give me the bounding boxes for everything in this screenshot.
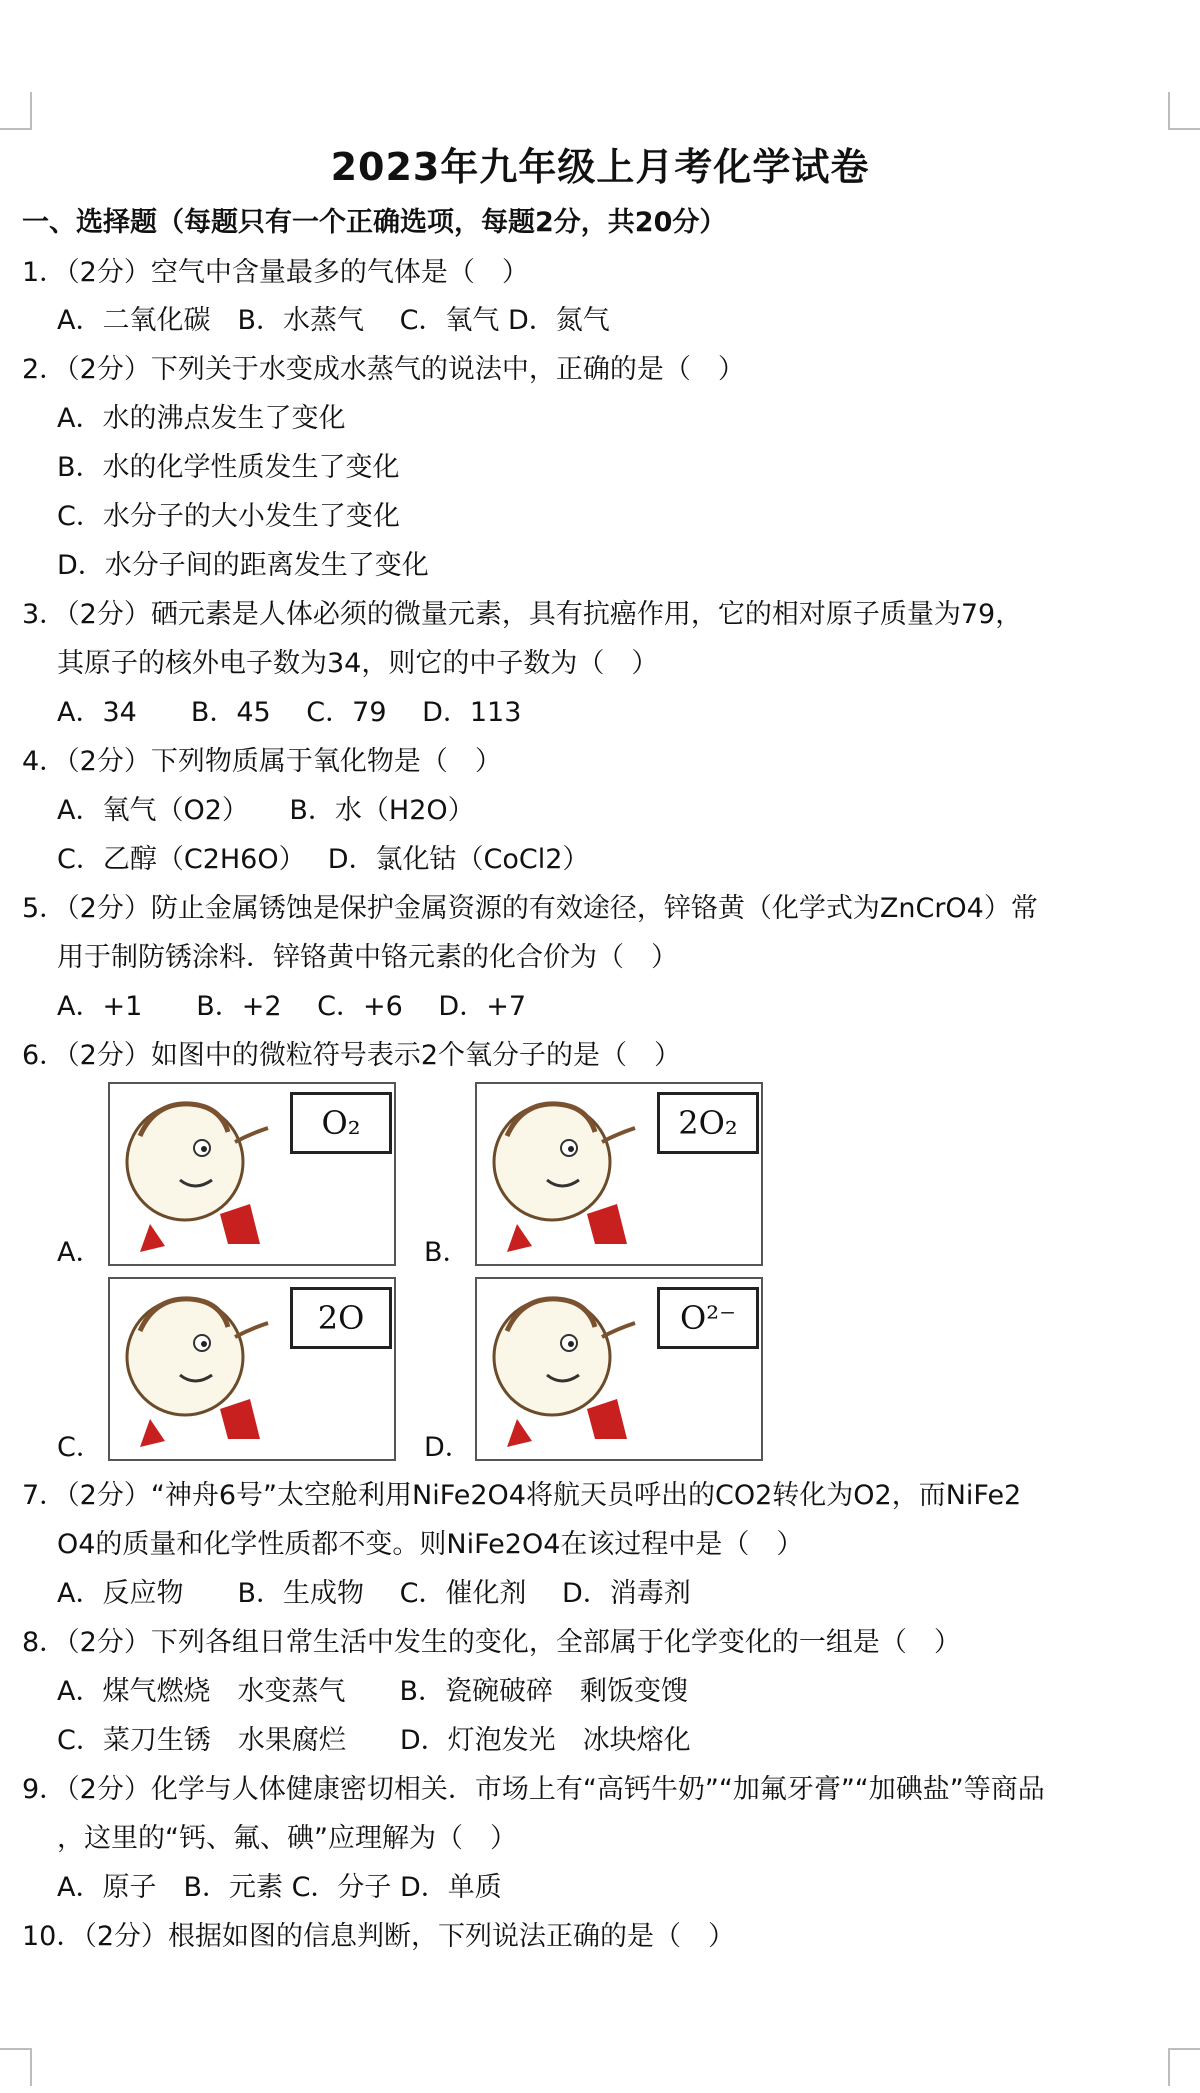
figure-a-cartoon [108, 1082, 396, 1266]
question-2-option-b: B．水的化学性质发生了变化 [57, 452, 400, 483]
figure-c-cartoon [108, 1277, 396, 1461]
question-3-stem-continued: 其原子的核外电子数为34，则它的中子数为（ ） [57, 648, 659, 679]
question-9-options: A．原子 B．元素 C．分子 D．单质 [57, 1872, 502, 1903]
figure-b-sign: 2O₂ [657, 1092, 759, 1154]
question-7-options: A．反应物 B．生成物 C．催化剂 D．消毒剂 [57, 1578, 691, 1609]
question-2-stem: 2．（2分）下列关于水变成水蒸气的说法中，正确的是（ ） [22, 354, 745, 385]
question-10-stem: 10．（2分）根据如图的信息判断，下列说法正确的是（ ） [22, 1921, 736, 1952]
figure-d-sign: O²⁻ [657, 1287, 759, 1349]
figure-b-label: B． [424, 1237, 470, 1268]
question-5-stem: 5．（2分）防止金属锈蚀是保护金属资源的有效途径，锌铬黄（化学式为ZnCrO4）常 [22, 893, 1038, 924]
page-corner-mark-top-right [1168, 92, 1200, 130]
question-7-stem: 7．（2分）“神舟6号”太空舱利用NiFe2O4将航天员呼出的CO2转化为O2，而NiFe2 [22, 1480, 1022, 1511]
question-6-stem: 6．（2分）如图中的微粒符号表示2个氧分子的是（ ） [22, 1040, 682, 1071]
question-4-options-cd: C．乙醇（C2H6O） D．氯化钴（CoCl2） [57, 844, 590, 875]
figure-d-cartoon [475, 1277, 763, 1461]
question-1-options: A．二氧化碳 B．水蒸气 C．氧气 D．氮气 [57, 305, 610, 336]
question-8-stem: 8．（2分）下列各组日常生活中发生的变化，全部属于化学变化的一组是（ ） [22, 1627, 961, 1658]
question-8-options-cd: C．菜刀生锈 水果腐烂 D．灯泡发光 冰块熔化 [57, 1725, 691, 1756]
figure-c-sign: 2O [290, 1287, 392, 1349]
question-4-options-ab: A．氧气（O2） B．水（H2O） [57, 795, 475, 826]
figure-c-label: C． [57, 1432, 103, 1463]
figure-d-label: D． [424, 1432, 472, 1463]
figure-a-label: A． [57, 1237, 103, 1268]
question-2-option-a: A．水的沸点发生了变化 [57, 403, 346, 434]
figure-b-cartoon [475, 1082, 763, 1266]
page-corner-mark-bottom-left [0, 2048, 32, 2086]
question-3-stem: 3．（2分）硒元素是人体必须的微量元素，具有抗癌作用，它的相对原子质量为79， [22, 599, 1023, 630]
question-1-stem: 1．（2分）空气中含量最多的气体是（ ） [22, 257, 529, 288]
figure-a-sign: O₂ [290, 1092, 392, 1154]
question-4-stem: 4．（2分）下列物质属于氧化物是（ ） [22, 746, 502, 777]
question-3-options: A．34 B．45 C．79 D．113 [57, 697, 522, 728]
section-heading: 一、选择题（每题只有一个正确选项，每题2分，共20分） [22, 207, 727, 238]
page-corner-mark-bottom-right [1168, 2048, 1200, 2086]
question-8-options-ab: A．煤气燃烧 水变蒸气 B．瓷碗破碎 剩饭变馊 [57, 1676, 688, 1707]
question-5-stem-continued: 用于制防锈涂料．锌铬黄中铬元素的化合价为（ ） [57, 942, 678, 973]
question-2-option-d: D．水分子间的距离发生了变化 [57, 550, 429, 581]
exam-title: 2023年九年级上月考化学试卷 [330, 145, 870, 189]
question-2-option-c: C．水分子的大小发生了变化 [57, 501, 400, 532]
question-9-stem-continued: ，这里的“钙、氟、碘”应理解为（ ） [57, 1823, 517, 1854]
question-5-options: A．+1 B．+2 C．+6 D．+7 [57, 991, 527, 1022]
question-9-stem: 9．（2分）化学与人体健康密切相关．市场上有“高钙牛奶”“加氟牙膏”“加碘盐”等商品 [22, 1774, 1045, 1805]
page-corner-mark-top-left [0, 92, 32, 130]
question-7-stem-continued: O4的质量和化学性质都不变。则NiFe2O4在该过程中是（ ） [57, 1529, 804, 1560]
